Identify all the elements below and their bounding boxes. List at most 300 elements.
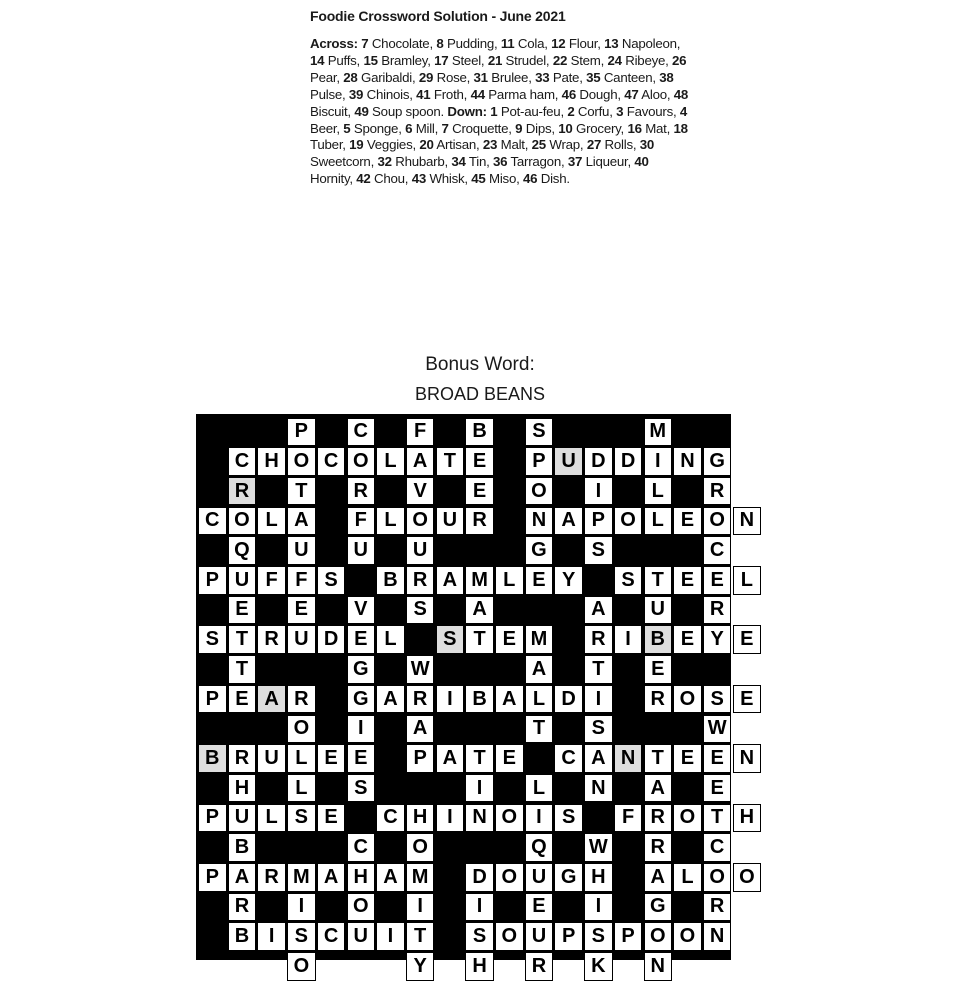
grid-letter: E bbox=[354, 628, 368, 651]
grid-cell bbox=[228, 893, 257, 922]
grid-cell bbox=[465, 774, 494, 803]
clue-number: 26 bbox=[672, 52, 687, 68]
grid-letter: E bbox=[680, 568, 695, 591]
grid-cell bbox=[584, 893, 613, 922]
grid-letter: F bbox=[354, 509, 367, 532]
clue-answer: Mill, bbox=[412, 120, 442, 136]
grid-letter: P bbox=[591, 509, 606, 532]
grid-letter: P bbox=[413, 746, 427, 769]
grid-cell bbox=[287, 952, 316, 981]
grid-letter: E bbox=[324, 806, 338, 829]
grid-cell bbox=[376, 566, 405, 595]
clue-answer: Dough, bbox=[575, 86, 625, 102]
grid-cell bbox=[703, 625, 732, 654]
grid-letter: I bbox=[536, 806, 542, 829]
grid-cell bbox=[228, 625, 257, 654]
clue-number: 14 bbox=[310, 52, 325, 68]
grid-cell bbox=[317, 566, 346, 595]
grid-cell bbox=[495, 863, 524, 892]
clue-answer: Garibaldi, bbox=[357, 69, 419, 85]
grid-letter: I bbox=[447, 687, 453, 710]
grid-letter: Y bbox=[413, 954, 427, 977]
grid-cell bbox=[644, 625, 673, 654]
clue-answer: Chocolate, bbox=[368, 36, 437, 51]
clue-number: 25 bbox=[531, 137, 546, 153]
grid-cell bbox=[584, 922, 613, 951]
grid-cell bbox=[673, 804, 702, 833]
grid-cell bbox=[347, 596, 376, 625]
grid-letter: V bbox=[354, 598, 368, 621]
grid-letter: P bbox=[205, 568, 219, 591]
grid-letter: H bbox=[353, 865, 368, 888]
grid-letter: E bbox=[294, 598, 309, 621]
grid-letter: T bbox=[473, 628, 486, 651]
grid-letter: P bbox=[561, 925, 576, 948]
grid-letter: W bbox=[707, 717, 727, 740]
grid-cell bbox=[257, 922, 286, 951]
clue-answer: Biscuit, bbox=[310, 103, 355, 119]
grid-cell bbox=[644, 833, 673, 862]
grid-letter: C bbox=[234, 449, 250, 472]
grid-letter: T bbox=[592, 657, 605, 680]
clue-number: 35 bbox=[586, 69, 601, 85]
grid-cell bbox=[406, 952, 435, 981]
grid-cell bbox=[228, 922, 257, 951]
grid-cell bbox=[525, 447, 554, 476]
grid-letter: I bbox=[625, 628, 631, 651]
grid-letter: S bbox=[621, 568, 635, 591]
grid-letter: T bbox=[651, 568, 664, 591]
grid-cell bbox=[228, 744, 257, 773]
grid-letter: S bbox=[413, 598, 427, 621]
grid-cell bbox=[465, 952, 494, 981]
grid-letter: N bbox=[680, 449, 695, 472]
grid-letter: O bbox=[739, 865, 755, 888]
grid-cell bbox=[257, 566, 286, 595]
clue-number: 18 bbox=[673, 120, 688, 136]
grid-letter: L bbox=[532, 687, 546, 710]
grid-letter: R bbox=[264, 628, 279, 651]
grid-cell bbox=[673, 507, 702, 536]
grid-cell bbox=[406, 863, 435, 892]
grid-letter: R bbox=[650, 806, 665, 829]
grid-cell bbox=[703, 744, 732, 773]
grid-cell bbox=[673, 744, 702, 773]
clue-number: 46 bbox=[523, 171, 538, 187]
grid-cell bbox=[406, 715, 435, 744]
grid-letter: B bbox=[383, 568, 398, 591]
clue-answer: Pudding, bbox=[443, 36, 501, 51]
grid-cell bbox=[376, 804, 405, 833]
grid-letter: R bbox=[264, 865, 279, 888]
grid-letter: A bbox=[591, 598, 606, 621]
clue-answer: Stem, bbox=[567, 52, 608, 68]
clue-answer: Aloo, bbox=[638, 86, 674, 102]
grid-letter: R bbox=[234, 746, 250, 769]
grid-cell bbox=[406, 685, 435, 714]
grid-letter: N bbox=[531, 509, 547, 532]
clue-number: 41 bbox=[416, 86, 431, 102]
grid-cell bbox=[733, 685, 762, 714]
clue-number: 4 bbox=[679, 103, 688, 119]
grid-letter: P bbox=[294, 420, 309, 443]
grid-letter: I bbox=[387, 925, 394, 948]
grid-cell bbox=[525, 804, 554, 833]
clue-number: 21 bbox=[487, 52, 503, 68]
grid-letter: E bbox=[472, 479, 487, 502]
grid-letter: P bbox=[205, 865, 219, 888]
clue-number: 30 bbox=[639, 137, 655, 153]
grid-cell bbox=[644, 774, 673, 803]
grid-cell bbox=[614, 922, 643, 951]
grid-letter: I bbox=[595, 479, 602, 502]
grid-letter: R bbox=[234, 895, 250, 918]
grid-letter: C bbox=[709, 836, 725, 859]
clue-number: 22 bbox=[552, 52, 568, 68]
solution-panel bbox=[310, 6, 690, 188]
grid-letter: Q bbox=[531, 836, 547, 859]
clue-answer: Pot-au-feu, bbox=[497, 103, 568, 119]
grid-letter: S bbox=[710, 687, 724, 710]
grid-cell bbox=[733, 625, 762, 654]
grid-cell bbox=[644, 507, 673, 536]
clue-answer: Brulee, bbox=[487, 69, 536, 85]
grid-cell bbox=[347, 922, 376, 951]
grid-letter: F bbox=[621, 806, 635, 829]
grid-cell bbox=[525, 685, 554, 714]
bonus-word: BROAD BEANS bbox=[414, 384, 546, 404]
grid-cell bbox=[703, 804, 732, 833]
grid-cell bbox=[317, 922, 346, 951]
grid-cell bbox=[465, 596, 494, 625]
grid-letter: B bbox=[234, 925, 250, 948]
grid-letter: I bbox=[654, 449, 661, 472]
grid-letter: I bbox=[447, 806, 453, 829]
grid-cell bbox=[703, 715, 732, 744]
grid-letter: A bbox=[383, 687, 398, 710]
grid-cell bbox=[703, 596, 732, 625]
grid-letter: L bbox=[265, 509, 278, 532]
grid-letter: L bbox=[265, 806, 278, 829]
clue-number: 24 bbox=[607, 52, 622, 68]
grid-letter: L bbox=[681, 865, 694, 888]
grid-letter: O bbox=[709, 865, 725, 888]
clue-number: 45 bbox=[471, 171, 486, 187]
grid-letter: S bbox=[294, 806, 309, 829]
grid-cell bbox=[436, 447, 465, 476]
grid-letter: L bbox=[503, 568, 516, 591]
clue-answer: Dips, bbox=[522, 120, 559, 136]
grid-letter: H bbox=[591, 865, 606, 888]
clue-number: 46 bbox=[561, 86, 576, 102]
grid-letter: T bbox=[532, 717, 546, 740]
grid-letter: E bbox=[710, 568, 724, 591]
grid-cell bbox=[376, 507, 405, 536]
grid-letter: U bbox=[442, 509, 458, 532]
grid-letter: R bbox=[709, 479, 725, 502]
grid-letter: E bbox=[235, 598, 249, 621]
grid-letter: O bbox=[352, 895, 369, 918]
grid-letter: O bbox=[679, 925, 696, 948]
grid-letter: M bbox=[411, 865, 429, 888]
grid-cell bbox=[495, 625, 524, 654]
grid-letter: O bbox=[293, 449, 310, 472]
grid-letter: G bbox=[709, 449, 725, 472]
grid-letter: C bbox=[323, 449, 339, 472]
grid-cell bbox=[228, 863, 257, 892]
grid-letter: U bbox=[561, 449, 576, 472]
grid-letter: R bbox=[650, 687, 665, 710]
grid-letter: E bbox=[651, 657, 665, 680]
grid-cell bbox=[347, 833, 376, 862]
grid-letter: E bbox=[354, 746, 368, 769]
grid-letter: M bbox=[649, 420, 667, 443]
clue-number: 23 bbox=[482, 137, 498, 153]
grid-letter: R bbox=[709, 598, 725, 621]
grid-cell bbox=[673, 566, 702, 595]
grid-cell bbox=[644, 804, 673, 833]
grid-letter: R bbox=[412, 568, 428, 591]
grid-cell bbox=[347, 774, 376, 803]
grid-letter: O bbox=[679, 806, 696, 829]
grid-cell bbox=[347, 744, 376, 773]
clue-answer: Froth, bbox=[430, 86, 471, 102]
grid-letter: A bbox=[531, 657, 547, 680]
grid-letter: W bbox=[410, 657, 430, 680]
grid-letter: O bbox=[234, 509, 250, 532]
clue-number: 19 bbox=[349, 137, 364, 153]
grid-cell bbox=[287, 685, 316, 714]
grid-letter: K bbox=[591, 954, 606, 977]
grid-cell bbox=[554, 863, 583, 892]
grid-letter: N bbox=[739, 509, 755, 532]
grid-letter: E bbox=[472, 449, 487, 472]
grid-letter: A bbox=[650, 865, 665, 888]
grid-letter: S bbox=[324, 568, 338, 591]
clue-answer: Veggies, bbox=[363, 137, 420, 153]
grid-cell bbox=[436, 566, 465, 595]
grid-cell bbox=[347, 863, 376, 892]
clue-answer: Rolls, bbox=[601, 137, 640, 153]
clue-answer: Miso, bbox=[485, 171, 523, 187]
grid-cell bbox=[495, 685, 524, 714]
grid-letter: L bbox=[740, 568, 753, 591]
grid-letter: P bbox=[532, 449, 546, 472]
clue-number: 2 bbox=[567, 103, 575, 119]
grid-letter: R bbox=[650, 836, 665, 859]
grid-letter: R bbox=[591, 628, 606, 651]
grid-cell bbox=[614, 625, 643, 654]
grid-cell bbox=[317, 625, 346, 654]
grid-letter: U bbox=[650, 598, 665, 621]
grid-letter: S bbox=[591, 717, 606, 740]
clue-answer: Strudel, bbox=[502, 52, 553, 68]
grid-letter: R bbox=[709, 895, 725, 918]
clue-number: 33 bbox=[535, 69, 550, 85]
grid-cell bbox=[406, 655, 435, 684]
grid-cell bbox=[406, 507, 435, 536]
clue-answer: Pulse, bbox=[310, 86, 349, 102]
grid-letter: T bbox=[443, 449, 456, 472]
grid-cell bbox=[733, 744, 762, 773]
grid-letter: O bbox=[501, 925, 518, 948]
grid-letter: A bbox=[650, 776, 665, 799]
grid-cell bbox=[376, 685, 405, 714]
grid-letter: F bbox=[295, 568, 308, 591]
clue-number: 29 bbox=[418, 69, 434, 85]
grid-cell bbox=[228, 833, 257, 862]
grid-letter: C bbox=[561, 746, 576, 769]
grid-cell bbox=[644, 952, 673, 981]
grid-letter: H bbox=[234, 776, 250, 799]
grid-cell bbox=[495, 744, 524, 773]
grid-cell bbox=[228, 566, 257, 595]
grid-cell bbox=[287, 774, 316, 803]
grid-cell bbox=[287, 566, 316, 595]
grid-cell bbox=[673, 922, 702, 951]
clue-number: 3 bbox=[616, 103, 624, 119]
grid-cell bbox=[644, 566, 673, 595]
grid-cell bbox=[644, 477, 673, 506]
bonus-heading: Bonus Word: bbox=[425, 354, 535, 375]
clue-number: 49 bbox=[354, 103, 369, 119]
grid-cell bbox=[584, 774, 613, 803]
grid-letter: L bbox=[384, 628, 397, 651]
grid-letter: S bbox=[443, 628, 457, 651]
grid-cell bbox=[673, 447, 702, 476]
grid-letter: M bbox=[530, 628, 548, 651]
grid-letter: T bbox=[651, 746, 664, 769]
clue-answer: Pate, bbox=[549, 69, 587, 85]
grid-letter: C bbox=[323, 925, 339, 948]
grid-cell bbox=[257, 447, 286, 476]
grid-letter: E bbox=[235, 687, 249, 710]
clue-answer: Sweetcorn, bbox=[310, 154, 378, 170]
grid-letter: I bbox=[298, 895, 305, 918]
grid-cell bbox=[465, 863, 494, 892]
grid-letter: B bbox=[472, 687, 487, 710]
grid-letter: H bbox=[412, 806, 428, 829]
grid-cell bbox=[406, 447, 435, 476]
grid-cell bbox=[465, 566, 494, 595]
grid-letter: U bbox=[234, 806, 250, 829]
grid-cell bbox=[614, 447, 643, 476]
clue-answer: Soup spoon. bbox=[368, 103, 448, 119]
clue-number: 42 bbox=[356, 171, 371, 187]
grid-letter: O bbox=[501, 865, 518, 888]
grid-letter: E bbox=[502, 628, 516, 651]
grid-letter: O bbox=[649, 925, 666, 948]
grid-cell bbox=[525, 566, 554, 595]
grid-letter: B bbox=[205, 746, 220, 769]
grid-cell bbox=[733, 804, 762, 833]
grid-cell bbox=[584, 447, 613, 476]
grid-cell bbox=[287, 744, 316, 773]
grid-cell bbox=[228, 447, 257, 476]
clue-answer: Artisan, bbox=[433, 137, 483, 153]
clue-number: 13 bbox=[604, 36, 619, 51]
grid-letter: A bbox=[412, 449, 428, 472]
grid-cell bbox=[436, 507, 465, 536]
grid-cell bbox=[198, 804, 227, 833]
grid-letter: U bbox=[294, 539, 309, 562]
clue-number: 34 bbox=[451, 154, 466, 170]
grid-cell bbox=[198, 507, 227, 536]
grid-letter: D bbox=[620, 449, 636, 472]
grid-cell bbox=[673, 625, 702, 654]
grid-cell bbox=[525, 477, 554, 506]
grid-cell bbox=[554, 744, 583, 773]
grid-letter: M bbox=[293, 865, 310, 888]
clue-answer: Croquette, bbox=[448, 120, 516, 136]
grid-cell bbox=[614, 744, 643, 773]
grid-letter: A bbox=[442, 746, 458, 769]
clue-number: 39 bbox=[348, 86, 364, 102]
down-label: Down: bbox=[447, 103, 487, 119]
grid-letter: U bbox=[264, 746, 279, 769]
grid-letter: A bbox=[442, 568, 458, 591]
grid-letter: T bbox=[414, 925, 427, 948]
grid-letter: E bbox=[532, 568, 546, 591]
grid-letter: E bbox=[740, 687, 754, 710]
grid-letter: P bbox=[621, 925, 635, 948]
clue-answer: Rose, bbox=[433, 69, 474, 85]
grid-cell bbox=[703, 507, 732, 536]
clue-number: 7 bbox=[441, 120, 449, 136]
clue-answer: Tarragon, bbox=[507, 154, 568, 170]
grid-cell bbox=[495, 922, 524, 951]
grid-cell bbox=[436, 625, 465, 654]
grid-letter: C bbox=[353, 420, 368, 443]
grid-cell bbox=[525, 893, 554, 922]
grid-cell bbox=[644, 447, 673, 476]
grid-cell bbox=[347, 655, 376, 684]
grid-cell bbox=[584, 952, 613, 981]
grid-cell bbox=[228, 596, 257, 625]
grid-cell bbox=[198, 863, 227, 892]
clue-answer: Tin, bbox=[465, 154, 493, 170]
grid-cell bbox=[644, 893, 673, 922]
grid-cell bbox=[228, 507, 257, 536]
grid-cell bbox=[733, 507, 762, 536]
grid-letter: E bbox=[324, 746, 338, 769]
grid-cell bbox=[347, 715, 376, 744]
grid-letter: R bbox=[531, 954, 547, 977]
grid-letter: U bbox=[412, 539, 428, 562]
grid-cell bbox=[465, 893, 494, 922]
grid-cell bbox=[257, 507, 286, 536]
grid-cell bbox=[733, 566, 762, 595]
grid-cell bbox=[525, 715, 554, 744]
grid-letter: L bbox=[651, 509, 664, 532]
grid-letter: S bbox=[294, 925, 309, 948]
grid-cell bbox=[287, 418, 316, 447]
grid-letter: B bbox=[234, 836, 250, 859]
grid-cell bbox=[257, 744, 286, 773]
clue-answer: Bramley, bbox=[377, 52, 435, 68]
clue-answer: Wrap, bbox=[545, 137, 587, 153]
grid-letter: O bbox=[293, 717, 310, 740]
grid-cell bbox=[644, 596, 673, 625]
grid-letter: U bbox=[531, 925, 547, 948]
grid-letter: N bbox=[620, 746, 636, 769]
grid-cell bbox=[703, 833, 732, 862]
clue-number: 6 bbox=[405, 120, 413, 136]
grid-cell bbox=[465, 804, 494, 833]
clue-number: 16 bbox=[627, 120, 642, 136]
clue-answer: Tuber, bbox=[310, 137, 350, 153]
grid-letter: O bbox=[412, 836, 428, 859]
